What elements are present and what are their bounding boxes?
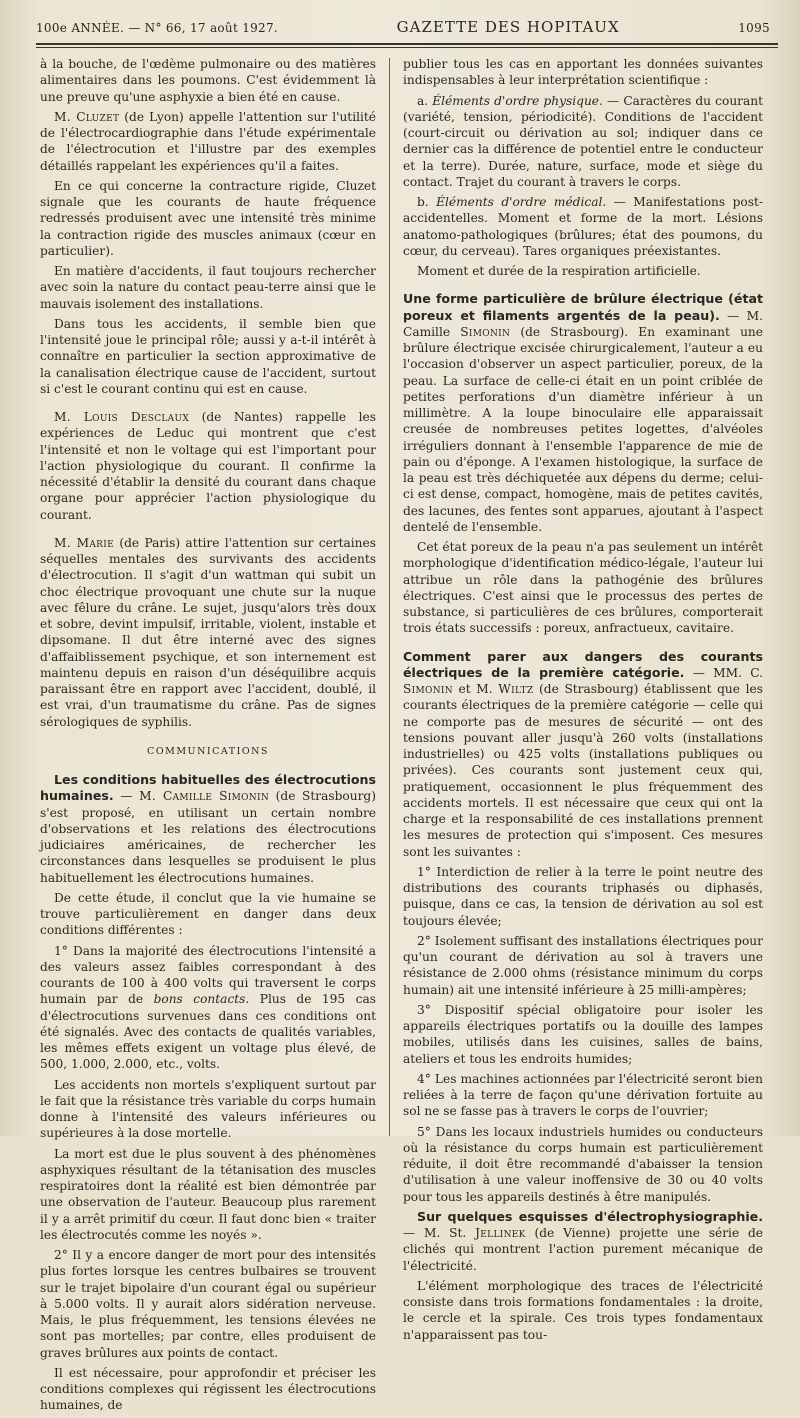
emphasis: Éléments d'ordre médical bbox=[436, 195, 603, 209]
paragraph bbox=[40, 535, 376, 730]
paragraph: Cet état poreux de la peau n'a pas seulement un intérêt morphologique d'identification médico-légale, l'auteur lui attribue un rôle dans la pathogénie des brûlures électriques. C'est ainsi que le processus des pertes de substance, si particulières de ces brûlures, comporterait trois états successifs : poreux, anfractueux, cavitaire. bbox=[403, 540, 763, 636]
paragraph: 1° Interdiction de relier à la terre le point neutre des distributions des courants triphasés ou diphasés, puisque, dans ce cas, la tension de dérivation au sol est toujours élevée; bbox=[403, 864, 763, 928]
paragraph: L'élément morphologique des traces de l'électricité consiste dans trois formations fondamentales : la droite, le cercle et la spirale. Ces trois types fondamentaux n'apparaissent pas tou- bbox=[403, 1278, 763, 1342]
list-marker: b. bbox=[417, 195, 437, 209]
paragraph: En ce qui concerne la contracture rigide, Cluzet signale que les courants de haute fréquence redressés produisent avec une intensité très minime la contraction rigide des muscles animaux (cœur en particulier). bbox=[40, 178, 376, 258]
article-heading: Comment parer aux dangers des courants électriques de la première catégorie. bbox=[403, 648, 763, 680]
paragraph bbox=[403, 291, 763, 535]
author-name: M. Marie bbox=[54, 535, 114, 550]
article-heading: Sur quelques esquisses d'électrophysiographie. bbox=[417, 1208, 763, 1224]
paragraph: 2° Il y a encore danger de mort pour des intensités plus fortes lorsque les centres bulbaires se trouvent sur le trajet bipolaire d'un courant égal ou supérieur à 5.000 volts. Il y aurait alors sidération nerveuse. Mais, le plus fréquemment, les tensions élevées ne sont pas mortelles; par contre, elles produisent de graves brûlures aux points de contact. bbox=[40, 1248, 376, 1360]
paragraph-text: . — Manifestations post-accidentelles. Moment et forme de la mort. Lésions anatomo-pathologiques (brûlures; état des poumons, du cœur, du cerveau). Tares organiques préexistantes. bbox=[403, 195, 763, 258]
paragraph bbox=[40, 772, 376, 886]
emphasis: Éléments d'ordre physique bbox=[432, 93, 600, 108]
author-name: Wiltz bbox=[498, 682, 534, 696]
journal-title: GAZETTE DES HOPITAUX bbox=[396, 18, 620, 36]
paragraph-text: . Plus de 195 cas d'électrocutions survenues dans ces conditions ont été signalés. Avec des contacts de qualités variables, les mêmes effets exigent un voltage plus élevé, de 500, 1.000, 2.000, etc., volts. bbox=[40, 992, 376, 1072]
paragraph-text: (de Nantes) rappelle les expériences de Leduc qui montrent que c'est l'intensité et non le voltage qui est l'important pour l'action physiologique du courant. Il confirme la nécessité d'établir la densité du courant dans chaque organe pour apprécier l'action physiologique du courant. bbox=[40, 410, 376, 522]
paragraph bbox=[403, 93, 763, 191]
paragraph-text: (de Strasbourg) établissent que les courants électriques de la première catégorie — celle qui ne comporte pas de mesures de sécurité — ont des tensions pouvant aller jusqu'à 260 volts (installations industrielles) ou 425 volts (installations publiques ou privées). Ces courants sont justement ceux qui, pratiquement, occasionnent le plus fréquemment des accidents mortels. Il est nécessaire que ceux qui ont la charge et la responsabilité de ces installations prennent les mesures de protection qui s'imposent. Ces mesures sont les suivantes : bbox=[403, 682, 763, 859]
page-header bbox=[36, 18, 770, 40]
paragraph-text: et M. bbox=[452, 682, 499, 696]
paragraph-text: — MM. C. bbox=[684, 665, 764, 680]
paragraph-text: 1° Dans la majorité des électrocutions l'intensité a des valeurs assez faibles correspondant à des courants de 100 à 400 volts qui traversent le corps humain par de bbox=[40, 943, 376, 1007]
author-name: Simonin bbox=[460, 324, 511, 339]
paragraph: Il est nécessaire, pour approfondir et préciser les conditions complexes qui régissent les électrocutions humaines, de bbox=[40, 1365, 376, 1413]
author-name: Jellinek bbox=[475, 1226, 526, 1240]
paragraph: 5° Dans les locaux industriels humides ou conducteurs où la résistance du corps humain est particulièrement réduite, il doit être recommandé d'abaisser la tension d'utilisation à une valeur inoffensive de 30 ou 40 volts pour tous les appareils destinés à être manipulés. bbox=[403, 1124, 763, 1204]
paragraph bbox=[40, 109, 376, 174]
paragraph-text: (de Strasbourg). En examinant une brûlure électrique excisée chirurgicalement, l'auteur a eu l'occasion d'observer un aspect particulier, poreux, de la peau. La surface de celle-ci était en un point criblée de petites perforations d'un diamètre inférieur à un millimètre. A la loupe binoculaire elle apparaissait creusée de nombreuses petites logettes, d'alvéoles irréguliers donnant à l'ensemble l'apparence de mie de pain ou d'éponge. A l'examen histologique, la surface de la peau est très déchiquetée aux dépens du derme; celui-ci est dense, compact, homogène, mais de petites cavités, des lacunes, des fentes sont apparues, ajoutant à l'aspect dentelé de l'ensemble. bbox=[403, 324, 763, 534]
author-name: M. Camille Simonin bbox=[139, 789, 270, 804]
author-name: M. Louis Desclaux bbox=[54, 410, 190, 424]
paragraph: à la bouche, de l'œdème pulmonaire ou des matières alimentaires dans les poumons. C'est évidemment là une preuve qu'une asphyxie a bien été en cause. bbox=[40, 57, 376, 104]
list-marker: a. bbox=[417, 93, 433, 108]
paragraph: Les accidents non mortels s'expliquent surtout par le fait que la résistance très variable du corps humain donne à l'intensité des valeurs inférieures ou supérieures à la dose mortelle. bbox=[40, 1077, 376, 1141]
paragraph: De cette étude, il conclut que la vie humaine se trouve particulièrement en danger dans deux conditions différentes : bbox=[40, 890, 376, 938]
paragraph bbox=[403, 1209, 763, 1274]
article-heading: Une forme particulière de brûlure électrique (état poreux et filaments argentés de la peau). bbox=[403, 291, 763, 323]
paragraph-text: (de Vienne) projette une série de clichés qui montrent l'action purement mécanique de l'électricité. bbox=[403, 1226, 763, 1273]
article-heading: Les conditions habituelles des électrocutions humaines. bbox=[40, 772, 376, 804]
header-rule bbox=[36, 43, 778, 48]
paragraph-text: (de Lyon) appelle l'attention sur l'utilité de l'électrocardiographie dans l'étude expérimentale de l'électrocution et l'illustre par des exemples détaillés rappelant les expériences qu'il a faites. bbox=[40, 109, 376, 173]
right-column bbox=[403, 56, 763, 1347]
paragraph: Dans tous les accidents, il semble bien que l'intensité joue le principal rôle; aussi y a-t-il intérêt à connaître en particulier la section approximative de la canalisation électrique cause de l'accident, surtout si c'est le courant continu qui est en cause. bbox=[40, 316, 376, 396]
section-title: COMMUNICATIONS bbox=[147, 745, 269, 757]
paragraph-text: (de Strasbourg) s'est proposé, en utilisant un certain nombre d'observations et les relations des électrocutions judiciaires américaines, de rechercher les circonstances dans lesquelles se produisent le plus habituellement les électrocutions humaines. bbox=[40, 789, 376, 885]
paragraph-text: — M. St. bbox=[403, 1226, 476, 1240]
paragraph-text: . — Caractères du courant (variété, tension, périodicité). Conditions de l'accident (court-circuit ou dérivation au sol; indiquer dans ce dernier cas la différence de potentiel entre le conducteur et la terre). Durée, nature, surface, mode et siège du contact. Trajet du courant à travers le corps. bbox=[403, 93, 764, 189]
paragraph-text: (de Paris) attire l'attention sur certaines séquelles mentales des survivants des accidents d'électrocution. Il s'agit d'un wattman qui subit un choc électrique provoquant une chute sur la nuque avec fêlure du crâne. Le sujet, jusqu'alors très doux et sobre, devint impulsif, irritable, violent, instable et dipsomane. Il dut être interné avec des signes d'affaiblissement psychique, et son internement est maintenu depuis en raison d'un déséquilibre acquis paraissant être en rapport avec l'accident, doublé, il est vrai, d'un traumatisme du crâne. Pas de signes sérologiques de syphilis. bbox=[40, 535, 376, 729]
column-divider bbox=[389, 58, 390, 1136]
paragraph: 2° Isolement suffisant des installations électriques pour qu'un courant de dérivation au sol à travers une résistance de 2.000 ohms (résistance minimum du corps humain) ait une intensité inférieure à 25 milli-ampères; bbox=[403, 933, 763, 997]
paragraph bbox=[40, 943, 376, 1073]
issue-line: 100e ANNÉE. — N° 66, 17 août 1927. bbox=[36, 21, 279, 35]
paragraph-text: — bbox=[113, 789, 140, 804]
paragraph bbox=[403, 649, 763, 860]
paragraph: 4° Les machines actionnées par l'électricité seront bien reliées à la terre de façon qu'une dérivation fortuite au sol ne se fasse pas à travers le corps de l'ouvrier; bbox=[403, 1071, 763, 1119]
paragraph-text: — M. Camille bbox=[403, 308, 763, 339]
paragraph: La mort est due le plus souvent à des phénomènes asphyxiques résultant de la tétanisation des muscles respiratoires dont la réalité est bien démontrée par une observation de l'auteur. Beaucoup plus rarement il y a arrêt primitif du cœur. Il faut donc bien « traiter les électrocutés comme les noyés ». bbox=[40, 1146, 376, 1242]
paragraph: 3° Dispositif spécial obligatoire pour isoler les appareils électriques portatifs ou la douille des lampes mobiles, utilisés dans les cuisines, salles de bains, ateliers et tous les endroits humides; bbox=[403, 1002, 763, 1066]
paragraph bbox=[40, 409, 376, 523]
emphasis: bons contacts bbox=[153, 992, 246, 1007]
author-name: Simonin bbox=[403, 682, 453, 696]
paragraph: En matière d'accidents, il faut toujours rechercher avec soin la nature du contact peau-terre ainsi que le mauvais isolement des installations. bbox=[40, 264, 376, 311]
paragraph: publier tous les cas en apportant les données suivantes indispensables à leur interprétation scientifique : bbox=[403, 57, 763, 88]
paragraph bbox=[403, 194, 763, 259]
page-number: 1095 bbox=[738, 21, 770, 35]
author-name: M. Cluzet bbox=[54, 109, 120, 124]
left-column bbox=[40, 56, 376, 1418]
paragraph: Moment et durée de la respiration artificielle. bbox=[417, 264, 701, 278]
